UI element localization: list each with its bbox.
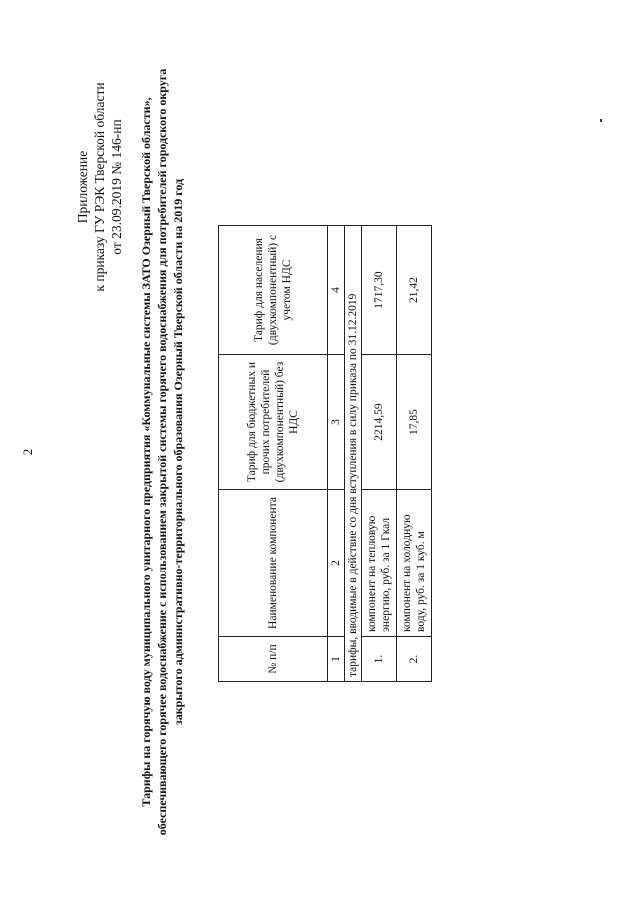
row-number: 2. [396, 637, 431, 682]
column-number: 1 [327, 637, 344, 682]
appendix-block [74, 37, 125, 337]
section-row [344, 226, 361, 682]
title-line-3: закрытого административно-территориального образования Озерный Тверской области на 2019 год [170, 178, 185, 726]
document-page [10, 12, 630, 892]
column-number: 3 [327, 355, 344, 490]
document-title [138, 32, 186, 872]
row-population-tariff: 1717,30 [361, 226, 396, 355]
section-label: тарифы, вводимые в действие со дня вступления в силу приказа по 31.12.2019 [344, 226, 361, 682]
tariff-table [218, 225, 432, 682]
column-number-row [327, 226, 344, 682]
title-line-1: Тарифы на горячую воду муниципального унитарного предприятия «Коммунальные системы ЗАТО Озерный Тверской области», [138, 97, 153, 807]
appendix-order-date: от 23.09.2019 № 146-нп [108, 119, 124, 255]
header-number: № п/п [218, 637, 327, 682]
header-budget-tariff: Тариф для бюджетных и прочих потребителей (двухкомпонентный) без НДС [218, 355, 327, 490]
row-population-tariff: 21,42 [396, 226, 431, 355]
appendix-order-ref: к приказу ГУ РЭК Тверской области [91, 82, 107, 292]
header-population-tariff: Тариф для населения (двухкомпонентный) с учетом НДС [218, 226, 327, 355]
column-number: 4 [327, 226, 344, 355]
page-number: 2 [19, 448, 35, 456]
table-header-row [218, 226, 327, 682]
column-number: 2 [327, 490, 344, 637]
table-row [361, 226, 396, 682]
table-row [396, 226, 431, 682]
header-component: Наименование компонента [218, 490, 327, 637]
row-component-name: компонент на холодную воду, руб. за 1 куб. м [396, 490, 431, 637]
scan-speck [600, 119, 602, 122]
row-budget-tariff: 17,85 [396, 355, 431, 490]
row-budget-tariff: 2214,59 [361, 355, 396, 490]
title-line-2: обеспечивающего горячее водоснабжение с использованием закрытой системы горячего водоснабжения для потребителей городского округа [154, 68, 169, 836]
row-number: 1. [361, 637, 396, 682]
row-component-name: компонент на тепловую энергию, руб. за 1 Гкал [361, 490, 396, 637]
appendix-label: Приложение [74, 150, 90, 224]
